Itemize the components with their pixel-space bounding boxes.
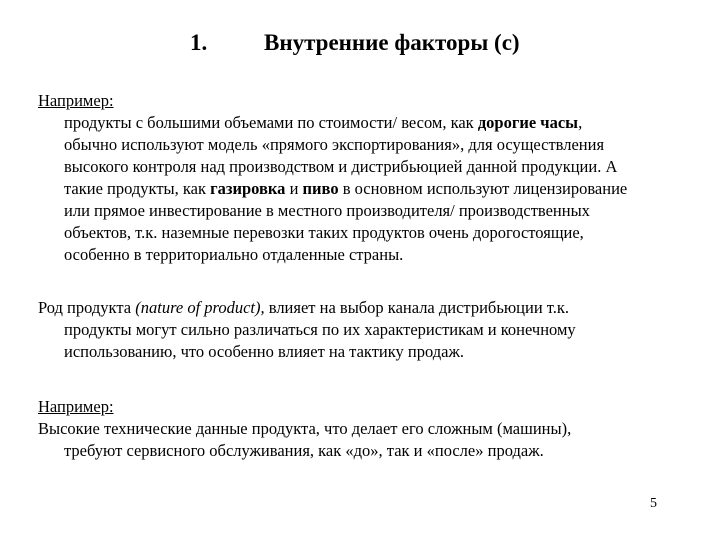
- title-text: Внутренние факторы (с): [264, 30, 520, 55]
- emphasis-soda: газировка: [210, 179, 286, 198]
- paragraph-line: особенно в территориально отдаленные страны.: [64, 245, 404, 264]
- page-number: 5: [650, 496, 657, 511]
- english-term: (nature of product),: [135, 298, 265, 317]
- paragraph-line: требуют сервисного обслуживания, как «до», так и «после» продаж.: [64, 441, 544, 460]
- title-number: 1.: [190, 30, 208, 55]
- example-block-1: [38, 90, 678, 266]
- paragraph-line: высокого контроля над производством и дистрибьюцией данной продукции. А: [64, 157, 618, 176]
- paragraph-line: обычно используют модель «прямого экспортирования», для осуществления: [64, 135, 605, 154]
- example-heading-2: Например:: [38, 397, 114, 416]
- paragraph-line: продукты с большими объемами по стоимости/ весом, как дорогие часы,: [64, 113, 583, 132]
- paragraph-line: использованию, что особенно влияет на тактику продаж.: [64, 342, 465, 361]
- paragraph-line: Высокие технические данные продукта, что делает его сложным (машины),: [38, 419, 572, 438]
- emphasis-beer: пиво: [302, 179, 339, 198]
- paragraph-line: продукты могут сильно различаться по их характеристикам и конечному: [64, 320, 576, 339]
- slide-title: [0, 24, 720, 60]
- example-block-2: [38, 396, 678, 462]
- paragraph-line: такие продукты, как газировка и пиво в основном используют лицензирование: [64, 179, 628, 198]
- emphasis-expensive-watches: дорогие часы: [477, 113, 579, 132]
- paragraph-line: Род продукта (nature of product), влияет на выбор канала дистрибьюции т.к.: [38, 298, 570, 317]
- paragraph-line: объектов, т.к. наземные перевозки таких продуктов очень дорогостоящие,: [64, 223, 584, 242]
- example-heading-1: Например:: [38, 91, 114, 110]
- paragraph-line: или прямое инвестирование в местного производителя/ производственных: [64, 201, 590, 220]
- product-nature-block: [38, 297, 678, 363]
